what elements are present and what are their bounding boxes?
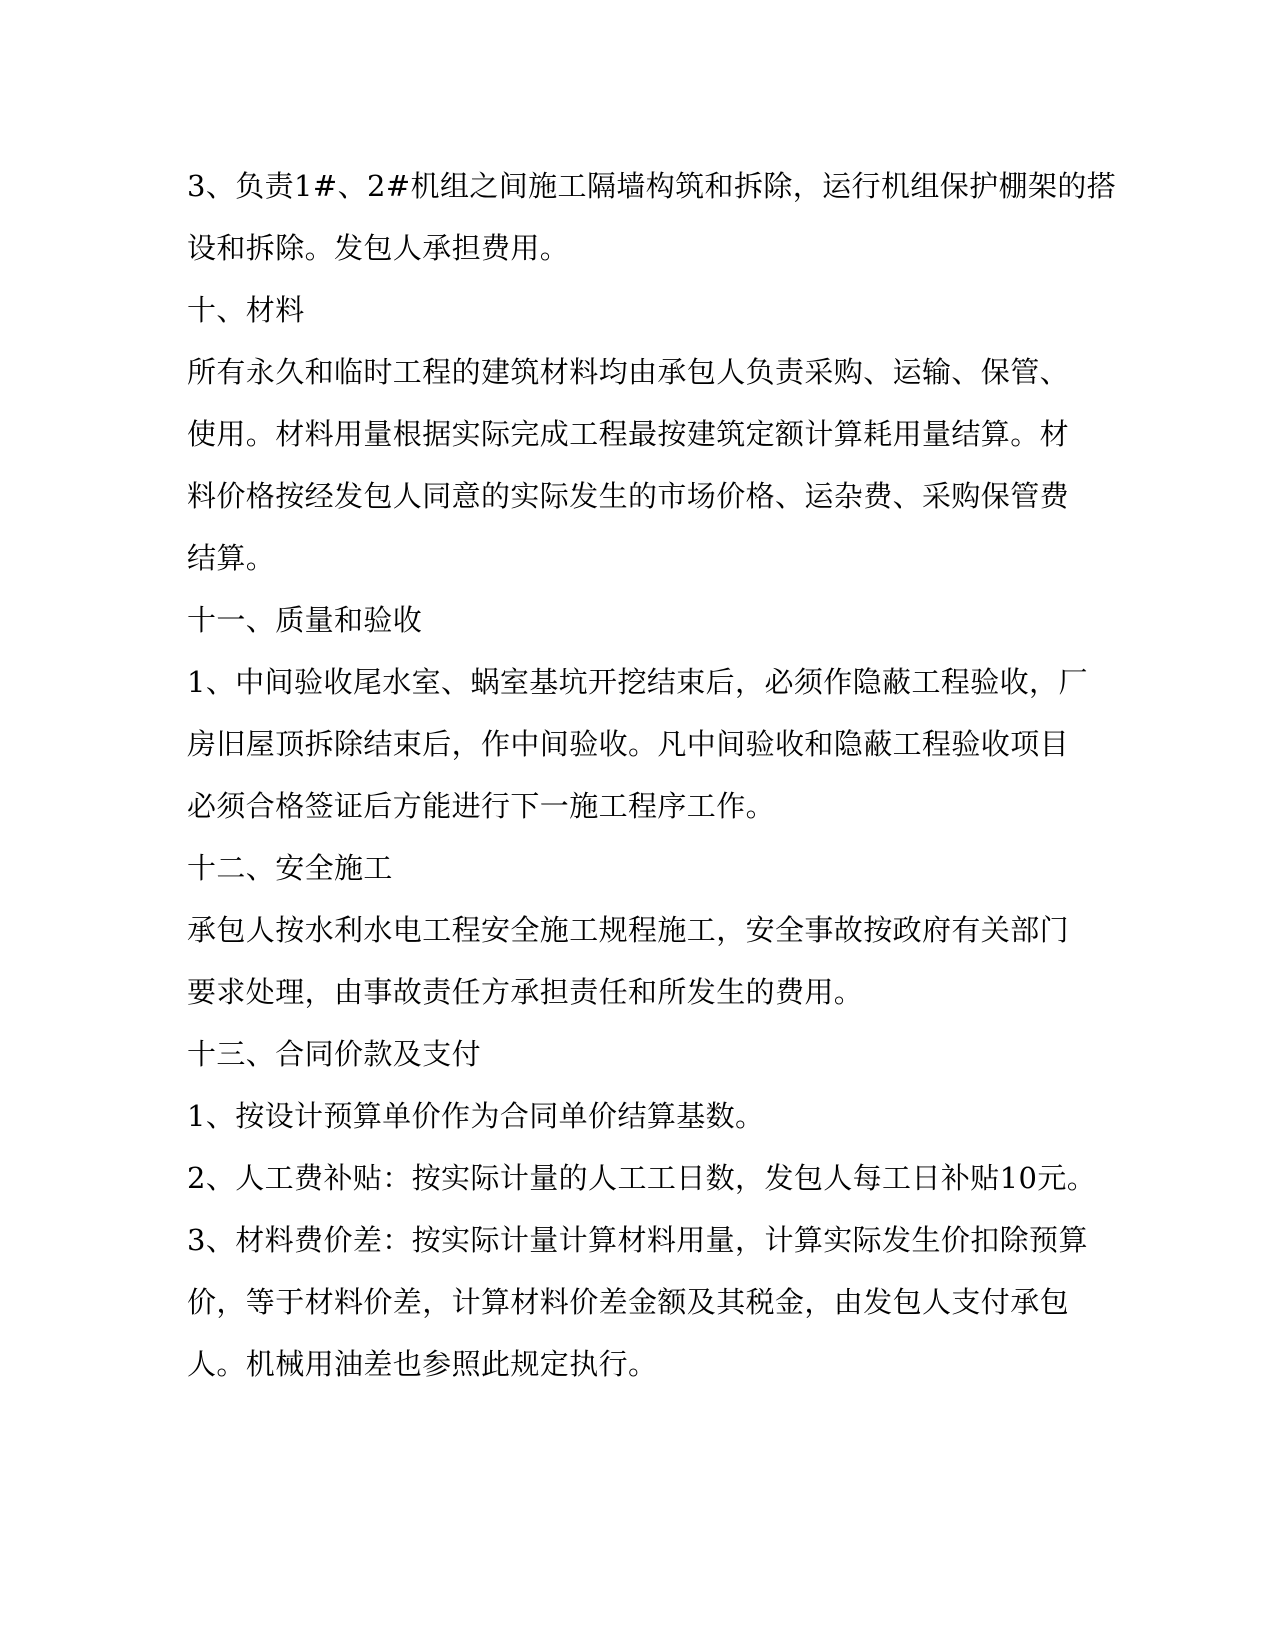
section-heading-quality: 十一、质量和验收	[187, 603, 423, 637]
text-line-1: 3、负责1#、2#机组之间施工隔墙构筑和拆除，运行机组保护棚架的搭	[187, 169, 1117, 203]
text-line-9: 1、中间验收尾水室、蜗室基坑开挖结束后，必须作隐蔽工程验收，厂	[187, 665, 1088, 699]
section-heading-safety: 十二、安全施工	[187, 851, 393, 885]
section-heading-materials: 十、材料	[187, 293, 305, 327]
text-line-14: 要求处理，由事故责任方承担责任和所发生的费用。	[187, 975, 864, 1009]
section-heading-payment: 十三、合同价款及支付	[187, 1037, 482, 1071]
text-line-17: 2、人工费补贴：按实际计量的人工工日数，发包人每工日补贴10元。	[187, 1161, 1097, 1195]
text-line-13: 承包人按水利水电工程安全施工规程施工，安全事故按政府有关部门	[187, 913, 1070, 947]
text-line-18: 3、材料费价差：按实际计量计算材料用量，计算实际发生价扣除预算	[187, 1223, 1088, 1257]
text-line-7: 结算。	[187, 541, 276, 575]
text-line-10: 房旧屋顶拆除结束后，作中间验收。凡中间验收和隐蔽工程验收项目	[187, 727, 1070, 761]
text-line-6: 料价格按经发包人同意的实际发生的市场价格、运杂费、采购保管费	[187, 479, 1070, 513]
text-line-5: 使用。材料用量根据实际完成工程最按建筑定额计算耗用量结算。材	[187, 417, 1070, 451]
text-line-11: 必须合格签证后方能进行下一施工程序工作。	[187, 789, 776, 823]
text-line-20: 人。机械用油差也参照此规定执行。	[187, 1347, 658, 1381]
text-line-2: 设和拆除。发包人承担费用。	[187, 231, 570, 265]
text-line-16: 1、按设计预算单价作为合同单价结算基数。	[187, 1099, 765, 1133]
text-line-19: 价，等于材料价差，计算材料价差金额及其税金，由发包人支付承包	[187, 1285, 1070, 1319]
text-line-4: 所有永久和临时工程的建筑材料均由承包人负责采购、运输、保管、	[187, 355, 1070, 389]
document-body	[187, 155, 1117, 1395]
